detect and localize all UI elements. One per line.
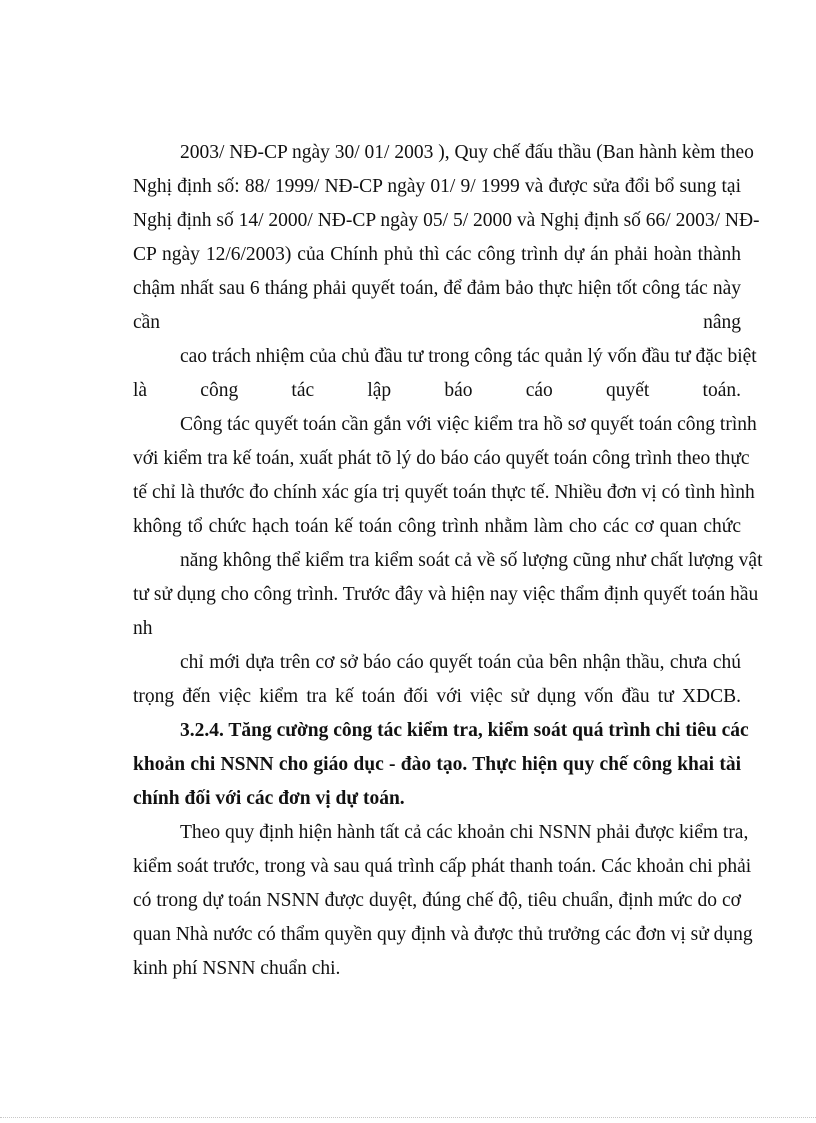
paragraph-line: nh xyxy=(133,618,153,639)
paragraph-line: Theo quy định hiện hành tất cả các khoản chi NSNN phải được kiểm tra, xyxy=(180,822,749,843)
section-heading-line: 3.2.4. Tăng cường công tác kiểm tra, kiểm soát quá trình chi tiêu các xyxy=(180,720,749,741)
paragraph-line: tế chỉ là thước đo chính xác gía trị quyết toán thực tế. Nhiều đơn vị có tình hình xyxy=(133,482,755,503)
paragraph-line: tư sử dụng cho công trình. Trước đây và hiện nay việc thẩm định quyết toán hầu xyxy=(133,584,759,605)
paragraph-line: kiểm soát trước, trong và sau quá trình cấp phát thanh toán. Các khoản chi phải xyxy=(133,856,752,877)
paragraph-line: Nghị định số 14/ 2000/ NĐ-CP ngày 05/ 5/ 2000 và Nghị định số 66/ 2003/ NĐ- xyxy=(133,210,760,231)
paragraph-line: có trong dự toán NSNN được duyệt, đúng chế độ, tiêu chuẩn, định mức do cơ xyxy=(133,890,741,911)
section-heading-line: chính đối với các đơn vị dự toán. xyxy=(133,788,405,809)
paragraph-line: chỉ mới dựa trên cơ sở báo cáo quyết toán của bên nhận thầu, chưa chú xyxy=(180,652,741,673)
paragraph-line: năng không thể kiểm tra kiểm soát cả về số lượng cũng như chất lượng vật xyxy=(180,550,763,571)
paragraph-line: Nghị định số: 88/ 1999/ NĐ-CP ngày 01/ 9/ 1999 và được sửa đổi bổ sung tại xyxy=(133,176,741,197)
page-bottom-rule xyxy=(0,1117,816,1118)
paragraph-line: không tổ chức hạch toán kế toán công trình nhằm làm cho các cơ quan chức xyxy=(133,516,741,537)
paragraph-line: với kiểm tra kế toán, xuất phát tõ lý do báo cáo quyết toán công trình theo thực xyxy=(133,448,750,469)
paragraph-line: trọng đến việc kiểm tra kế toán đối với việc sử dụng vốn đầu tư XDCB. xyxy=(133,686,741,707)
paragraph-line: 2003/ NĐ-CP ngày 30/ 01/ 2003 ), Quy chế đấu thầu (Ban hành kèm theo xyxy=(180,142,754,163)
paragraph-line: CP ngày 12/6/2003) của Chính phủ thì các công trình dự án phải hoàn thành xyxy=(133,244,741,265)
paragraph-line: là công tác lập báo cáo quyết toán. xyxy=(133,380,741,401)
paragraph-line: quan Nhà nước có thẩm quyền quy định và được thủ trưởng các đơn vị sử dụng xyxy=(133,924,753,945)
paragraph-line: chậm nhất sau 6 tháng phải quyết toán, để đảm bảo thực hiện tốt công tác này xyxy=(133,278,741,299)
section-heading-line: khoản chi NSNN cho giáo dục - đào tạo. Thực hiện quy chế công khai tài xyxy=(133,754,741,775)
paragraph-line: kinh phí NSNN chuẩn chi. xyxy=(133,958,341,979)
paragraph-line: cần nâng xyxy=(133,312,741,333)
paragraph-line: cao trách nhiệm của chủ đầu tư trong công tác quản lý vốn đầu tư đặc biệt xyxy=(180,346,757,367)
paragraph-line: Công tác quyết toán cần gắn với việc kiểm tra hồ sơ quyết toán công trình xyxy=(180,414,757,435)
